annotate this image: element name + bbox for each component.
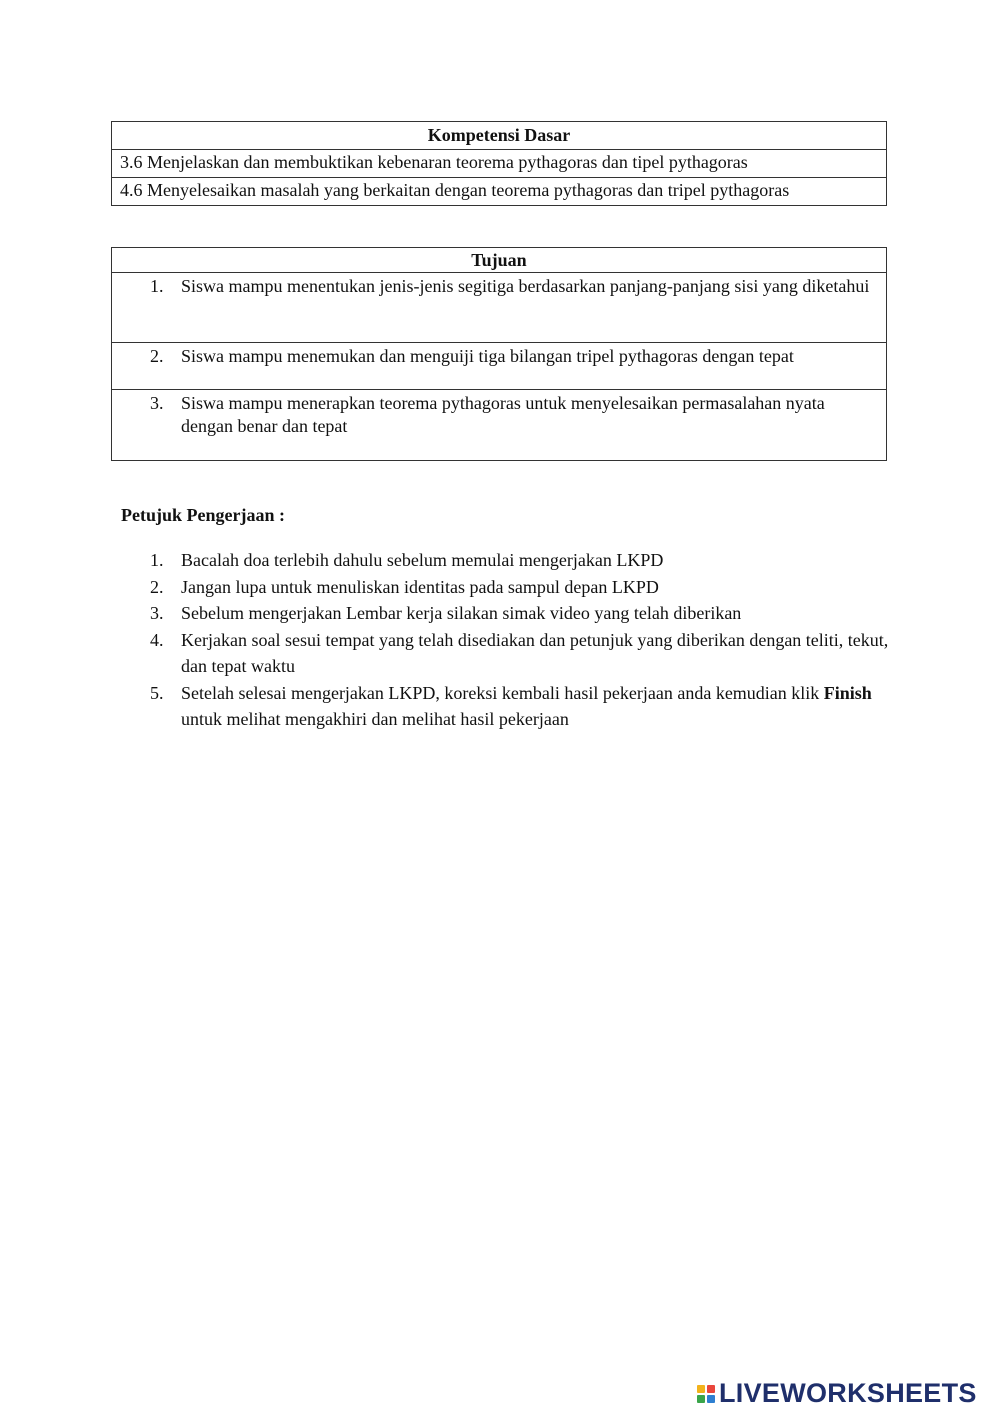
- kompetensi-dasar-header: Kompetensi Dasar: [427, 125, 571, 145]
- tujuan-item: [112, 272, 886, 342]
- petunjuk-item-number: 3.: [150, 603, 164, 623]
- tujuan-item: [112, 342, 886, 389]
- tujuan-item-text: Siswa mampu menentukan jenis-jenis segitiga berdasarkan panjang-panjang sisi yang diketahui: [181, 276, 870, 296]
- logo-square: [707, 1385, 715, 1393]
- petunjuk-item-text-after: untuk melihat mengakhiri dan melihat hasil pekerjaan: [181, 709, 569, 729]
- tujuan-table: [111, 247, 887, 461]
- liveworksheets-brand: [697, 1378, 977, 1409]
- liveworksheets-logo-icon: [697, 1385, 715, 1403]
- petunjuk-item-text: Kerjakan soal sesui tempat yang telah disediakan dan petunjuk yang diberikan dengan teliti, tekut, dan tepat waktu: [181, 629, 889, 676]
- tujuan-header: Tujuan: [471, 250, 527, 270]
- petunjuk-item-text: Bacalah doa terlebih dahulu sebelum memulai mengerjakan LKPD: [181, 550, 664, 570]
- tujuan-item: [112, 389, 886, 460]
- tujuan-item-text: Siswa mampu menemukan dan menguiji tiga bilangan tripel pythagoras dengan tepat: [181, 346, 794, 366]
- petunjuk-item: [150, 627, 890, 680]
- petunjuk-item: [150, 547, 890, 574]
- logo-square: [697, 1385, 705, 1393]
- petunjuk-item-number: 4.: [150, 629, 164, 650]
- brand-name: LIVEWORKSHEETS: [719, 1378, 977, 1408]
- petunjuk-item-number: 2.: [150, 576, 164, 597]
- kompetensi-item: 3.6 Menjelaskan dan membuktikan kebenaran teorema pythagoras dan tipel pythagoras: [112, 149, 886, 177]
- tujuan-item-number: 3.: [150, 393, 164, 413]
- petunjuk-item: [150, 600, 890, 627]
- petunjuk-item-number: 5.: [150, 682, 164, 703]
- petunjuk-item-text: Sebelum mengerjakan Lembar kerja silakan simak video yang telah diberikan: [181, 603, 742, 623]
- petunjuk-item-text: Jangan lupa untuk menuliskan identitas pada sampul depan LKPD: [181, 576, 659, 597]
- tujuan-item-number: 2.: [150, 346, 164, 366]
- kompetensi-dasar-table: [111, 121, 887, 206]
- petunjuk-item: [150, 574, 890, 601]
- petunjuk-item-number: 1.: [150, 550, 164, 570]
- petunjuk-list: [150, 547, 890, 733]
- petunjuk-item-text: [181, 680, 890, 733]
- petunjuk-item: [150, 680, 890, 733]
- logo-square: [707, 1395, 715, 1403]
- logo-square: [697, 1395, 705, 1403]
- petunjuk-item-text-before: Setelah selesai mengerjakan LKPD, koreksi kembali hasil pekerjaan anda kemudian klik: [181, 682, 824, 703]
- finish-keyword: Finish: [823, 682, 872, 703]
- kompetensi-item: 4.6 Menyelesaikan masalah yang berkaitan dengan teorema pythagoras dan tripel pythagoras: [112, 177, 886, 205]
- petunjuk-title: Petujuk Pengerjaan :: [121, 505, 285, 525]
- tujuan-item-number: 1.: [150, 276, 164, 296]
- tujuan-item-text: Siswa mampu menerapkan teorema pythagoras untuk menyelesaikan permasalahan nyata dengan benar dan tepat: [181, 393, 825, 436]
